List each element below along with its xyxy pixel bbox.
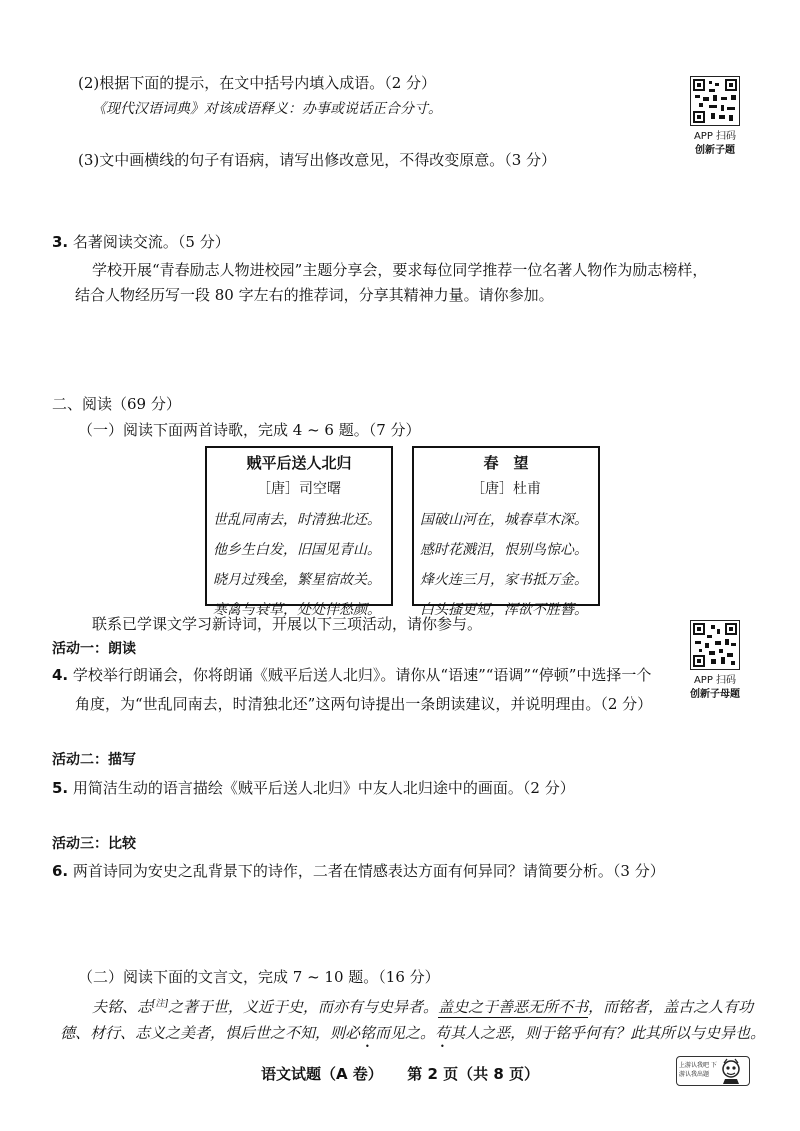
- qr-code-icon: [690, 620, 740, 670]
- q3-title: 名著阅读交流。（5 分）: [72, 233, 230, 251]
- poem1-line: 他乡生白发，旧国见青山。: [213, 542, 381, 558]
- poem1-line: 晓月过残垒，繁星宿故关。: [213, 572, 381, 588]
- qr2-caption-line1: APP 扫码: [693, 675, 737, 686]
- activity1-label: 活动一：朗读: [52, 641, 136, 657]
- poem2-author: ［唐］杜甫: [471, 481, 541, 497]
- q5-text: 用简洁生动的语言描绘《贼平后送人北归》中友人北归途中的画面。（2 分）: [72, 779, 575, 797]
- q2-sub2-hint: 《现代汉语词典》对该成语释义：办事或说话正合分寸。: [92, 101, 442, 117]
- classical-text: 德、材行、志义之美者，惧后世之不知，则必: [60, 1024, 361, 1042]
- poem2-title: 春 望: [483, 454, 529, 472]
- classical-line2: [60, 1022, 765, 1051]
- mascot-text: 上游认我吧 下游认我出题: [679, 1062, 717, 1078]
- activities-intro: 联系已学课文学习新诗词，开展以下三项活动，请你参与。: [92, 615, 483, 633]
- classical-text: 之著于世，义近于史，而亦有与史异者。: [168, 998, 439, 1016]
- section2-heading: 二、阅读（69 分）: [52, 395, 181, 413]
- underlined-sentence: 盖史之于善恶无所不书: [438, 998, 589, 1016]
- q4-text: 学校举行朗诵会，你将朗诵《贼平后送人北归》。请你从“语速”“语调”“停顿”中选择一个: [72, 666, 652, 684]
- part2-heading: （二）阅读下面的文言文，完成 7 ~ 10 题。（16 分）: [78, 968, 440, 986]
- q3-heading: [52, 231, 230, 253]
- q6-number: 6.: [52, 862, 69, 880]
- q2-sub2: (2)根据下面的提示，在文中括号内填入成语。（2 分）: [78, 74, 437, 92]
- q3-line2: 结合人物经历写一段 80 字左右的推荐词，分享其精神力量。请你参加。: [75, 286, 554, 304]
- poem1-line: 寒禽与衰草，处处伴愁颜。: [213, 602, 381, 618]
- qr1-caption: [675, 130, 755, 158]
- q5-number: 5.: [52, 779, 69, 797]
- poem1-author: ［唐］司空曙: [257, 481, 341, 497]
- poem1-line: 世乱同南去，时清独北还。: [213, 512, 381, 528]
- classical-text: ，而铭者，盖古之人有功: [588, 998, 754, 1016]
- poem2-line: 烽火连三月，家书抵万金。: [420, 572, 588, 588]
- classical-text: 而见之。: [375, 1024, 436, 1042]
- poem2-line: 白头搔更短，浑欲不胜簪。: [420, 602, 588, 618]
- footer-page: 第 2 页（共 8 页）: [407, 1065, 540, 1083]
- q5-line1: [52, 777, 575, 799]
- q4-line2: 角度，为“世乱同南去，时清独北还”这两句诗提出一条朗读建议，并说明理由。（2 分）: [75, 695, 653, 713]
- poem2-box: [412, 446, 600, 618]
- activity3-label: 活动三：比较: [52, 836, 136, 852]
- poem2-line: 感时花溅泪，恨别鸟惊心。: [420, 542, 588, 558]
- q6-line1: [52, 860, 665, 882]
- classical-text: 夫铭、志: [92, 998, 153, 1016]
- qr2-caption: [675, 674, 755, 702]
- q6-text: 两首诗同为安史之乱背景下的诗作，二者在情感表达方面有何异同？请简要分析。（3 分）: [72, 862, 665, 880]
- qr1-caption-line2: 创新子题: [695, 145, 735, 156]
- classical-line1: [92, 993, 753, 1018]
- poem1-box: [205, 446, 393, 618]
- activity2-label: 活动二：描写: [52, 752, 136, 768]
- classical-text: 其人之恶，则于铭乎何有？此其所以与史异也。: [450, 1024, 766, 1042]
- q4-line1: [52, 664, 651, 686]
- dotted-char: 铭: [360, 1024, 376, 1042]
- footer-subject: 语文试题（A 卷）: [260, 1065, 383, 1083]
- mascot-logo-icon: [676, 1056, 750, 1086]
- qr-code-icon: [690, 76, 740, 126]
- dotted-char: 苟: [435, 1024, 451, 1042]
- poem1-title: 贼平后送人北归: [246, 454, 352, 472]
- qr1-caption-line1: APP 扫码: [693, 131, 737, 142]
- footnote-mark: [注]: [152, 999, 169, 1009]
- section2-part1: （一）阅读下面两首诗歌，完成 4 ~ 6 题。（7 分）: [78, 421, 421, 439]
- q2-sub3: (3)文中画横线的句子有语病，请写出修改意见，不得改变原意。（3 分）: [78, 151, 557, 169]
- poem2-line: 国破山河在，城春草木深。: [420, 512, 588, 528]
- q4-number: 4.: [52, 666, 69, 684]
- q3-number: 3.: [52, 233, 69, 251]
- qr2-caption-line2: 创新子母题: [690, 689, 740, 700]
- q3-line1: 学校开展“青春励志人物进校园”主题分享会，要求每位同学推荐一位名著人物作为励志榜样，: [92, 261, 708, 279]
